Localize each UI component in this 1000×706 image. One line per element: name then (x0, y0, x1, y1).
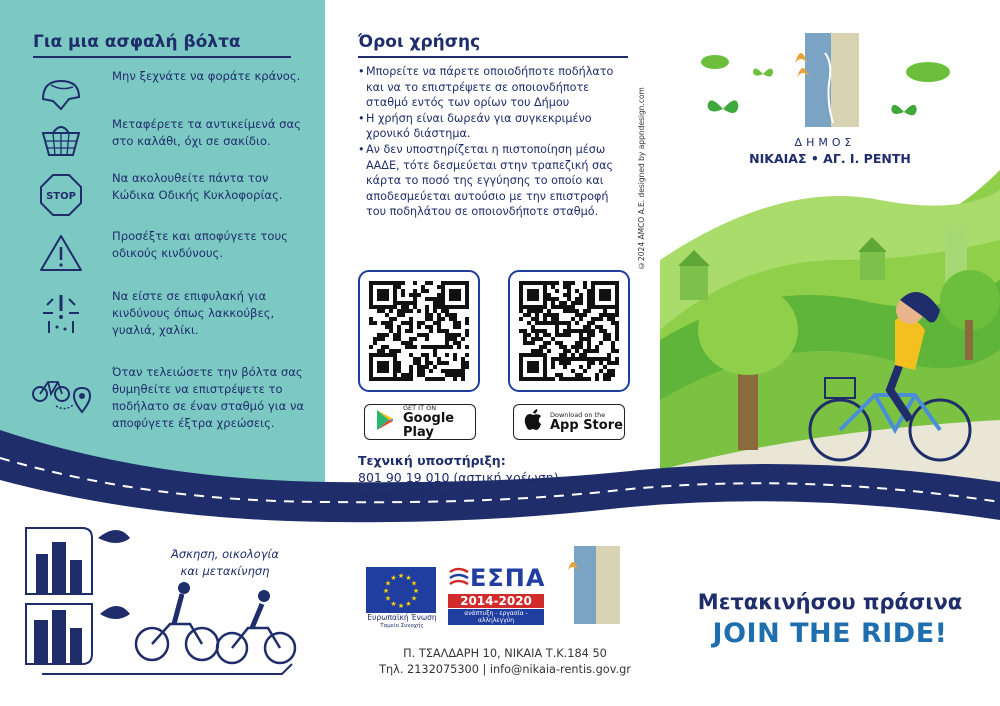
tip-stop (30, 170, 312, 220)
svg-text:STOP: STOP (46, 191, 76, 202)
butterfly-icon (890, 98, 918, 126)
support-heading: Τεχνική υποστήριξη: (358, 453, 506, 468)
tip-text: Να είστε σε επιφυλακή για κινδύνους όπως λακκούβες, γυαλιά, χαλίκι. (112, 289, 275, 337)
terms-list (358, 64, 628, 220)
basket-icon (30, 116, 92, 166)
butterfly-icon (752, 64, 774, 84)
bike-return-icon (30, 364, 92, 414)
tip-helmet (30, 68, 312, 118)
tip-text: Μεταφέρετε τα αντικείμενά σας στο καλάθι, όχι σε σακίδιο. (112, 117, 301, 148)
eu-caption-line: Ταμείο Συνοχής (380, 623, 424, 629)
svg-text:★: ★ (405, 599, 412, 608)
terms-title-rule (358, 56, 628, 58)
svg-text:★: ★ (390, 599, 397, 608)
slogan-greek: Μετακινήσου πράσινα (697, 590, 963, 614)
app-store-badge[interactable] (513, 404, 625, 440)
tip-text: Να ακολουθείτε πάντα τον Κώδικα Οδικής Κυκλοφορίας. (112, 171, 283, 202)
espa-years: 2014-2020 (448, 594, 544, 608)
terms-item: • Η χρήση είναι δωρεάν για συγκεκριμένο χρονικό διάστημα. (358, 111, 628, 142)
svg-text:★: ★ (410, 594, 418, 603)
road-hazard-icon (30, 288, 92, 338)
google-play-label: Google Play (403, 411, 455, 440)
slogan-join-the-ride: JOIN THE RIDE! (712, 618, 948, 649)
tip-text: Μην ξεχνάτε να φοράτε κράνος. (112, 69, 301, 83)
google-play-icon (375, 409, 395, 435)
svg-text:★: ★ (384, 594, 392, 603)
svg-text:★: ★ (412, 587, 420, 595)
municipality-logo (795, 33, 865, 133)
eco-tagline-line: και μετακίνηση (180, 564, 270, 578)
app-store-small-label: Download on the (550, 411, 606, 419)
municipality-logo-small (568, 546, 624, 628)
app-store-label: App Store (550, 418, 623, 433)
svg-text:★: ★ (384, 579, 392, 588)
tip-text: Όταν τελειώσετε την βόλτα σας θυμηθείτε να επιστρέψετε το ποδήλατο σε έναν σταθμό για να αποφύγετε έξτρα χρεώσεις. (112, 365, 305, 430)
support-email[interactable]: support@smart-bike.gr (358, 487, 503, 502)
tip-basket (30, 116, 312, 166)
eu-caption (362, 614, 442, 630)
safety-title-rule (33, 56, 291, 58)
espa-logo (448, 564, 548, 625)
svg-text:★: ★ (405, 574, 412, 583)
address-line: Π. ΤΣΑΛΔΑΡΗ 10, ΝΙΚΑΙΑ Τ.Κ.184 50 (403, 647, 607, 660)
terms-title: Όροι χρήσης (358, 32, 481, 52)
support-block (358, 452, 559, 503)
eu-caption-line: Ευρωπαϊκή Ένωση (367, 613, 437, 622)
google-play-small-label: GET IT ON (403, 404, 437, 412)
eco-tagline (160, 546, 290, 580)
espa-flag-icon (448, 566, 470, 590)
tip-return (30, 364, 312, 432)
svg-text:★: ★ (382, 587, 390, 595)
tip-text: Προσέξτε και αποφύγετε τους οδικούς κινδύνους. (112, 229, 288, 260)
eu-flag (366, 567, 436, 613)
support-phone[interactable]: 801 90 19 010 (αστική χρέωση) (358, 470, 559, 485)
apple-icon (524, 409, 542, 435)
svg-text:★: ★ (397, 602, 405, 610)
butterfly-icon (706, 92, 740, 126)
espa-motto: ανάπτυξη - εργασία - αλληλεγγύη (448, 609, 544, 625)
terms-item: • Αν δεν υποστηρίζεται η πιστοποίηση μέσω ΑΑΔΕ, τότε δεσμεύεται στην τραπεζική σας κάρτα το ποσό της εγγύησης το οποίο και αποδεσμεύεται αυτούσιο με την επιστροφή του ποδηλάτου σε οποιονδήποτε σταθμό. (358, 142, 628, 220)
svg-text:★: ★ (390, 574, 397, 583)
svg-text:★: ★ (397, 572, 405, 580)
municipality-word: ΔΗΜΟΣ (794, 136, 856, 149)
tip-hazards (30, 288, 312, 339)
terms-item: • Μπορείτε να πάρετε οποιοδήποτε ποδήλατο και να το επιστρέψετε σε οποιονδήποτε σταθμό εντός των ορίων του Δήμου (358, 64, 628, 111)
app-store-qr-code[interactable] (508, 270, 630, 392)
helmet-icon (30, 68, 92, 118)
stop-sign-icon (30, 170, 92, 220)
municipality-name: ΝΙΚΑΙΑΣ • ΑΓ. Ι. ΡΕΝΤΗ (749, 151, 911, 166)
espa-word: ΕΣΠΑ (470, 564, 546, 592)
eco-tagline-line: Άσκηση, οικολογία (171, 547, 279, 561)
contact-line[interactable]: Τηλ. 2132075300 | info@nikaia-rentis.gov.gr (379, 663, 631, 676)
contact-address (340, 646, 670, 678)
svg-text:★: ★ (410, 579, 418, 588)
safety-title: Για μια ασφαλή βόλτα (33, 32, 241, 52)
google-play-badge[interactable] (364, 404, 476, 440)
google-play-qr-code[interactable] (358, 270, 480, 392)
design-credit: ©2024 AMCO A.E. designed by appndesign.com (637, 87, 646, 270)
tip-warning (30, 228, 312, 278)
warning-icon (30, 228, 92, 278)
